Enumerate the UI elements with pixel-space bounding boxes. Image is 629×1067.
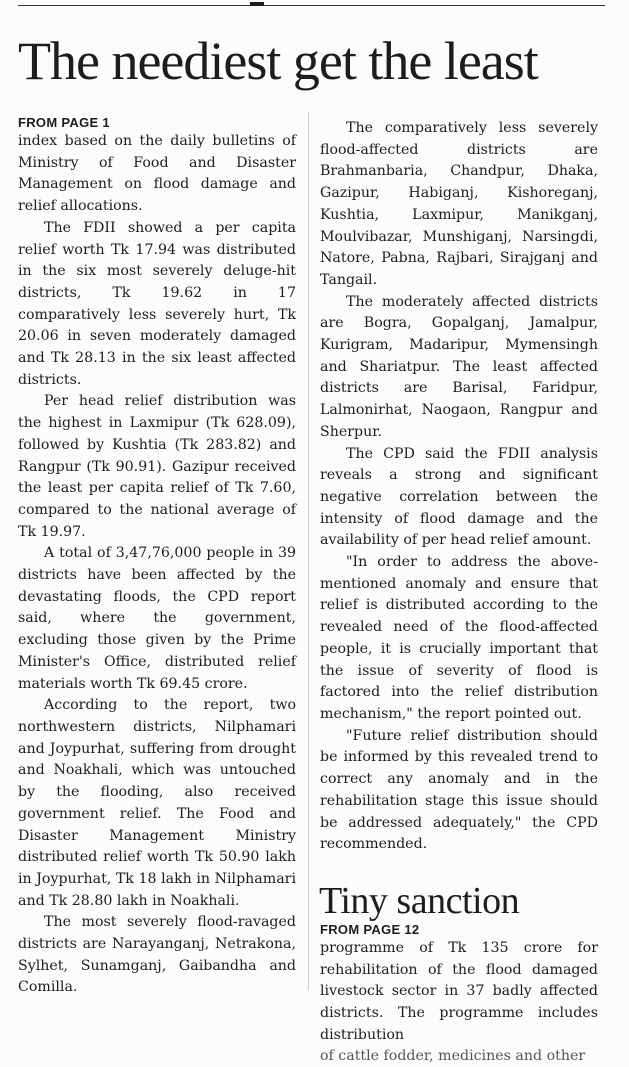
second-headline: Tiny sanction: [319, 879, 520, 922]
second-paragraph: programme of Tk 135 crore for rehabilitation of the flood damaged livestock sector in 37 badly affected districts. The programme includes distribution: [320, 939, 598, 1043]
kicker: FROM PAGE 1: [18, 115, 110, 130]
left-column: [18, 115, 296, 999]
paragraph: The moderately affected districts are Bogra, Gopalganj, Jamalpur, Kurigram, Madaripur, Mymensingh and Shariatpur. The least affected districts are Barisal, Faridpur, Lalmonirhat, Naogaon, Rangpur and Sherpur.: [320, 293, 598, 440]
column-separator: [308, 112, 309, 990]
cut-off-line: of cattle fodder, medicines and other: [320, 1048, 586, 1065]
paragraph: The FDII showed a per capita relief worth Tk 17.94 was distributed in the six most severely deluge-hit districts, Tk 19.62 in 17 comparatively less severely hurt, Tk 20.06 in seven moderately damaged and Tk 28.13 in the six least affected districts.: [18, 219, 296, 388]
paragraph: A total of 3,47,76,000 people in 39 districts have been affected by the devastating floods, the CPD report said, where the government, excluding those given by the Prime Minister's Office, distributed relief materials worth Tk 69.45 crore.: [18, 545, 296, 692]
paragraph: index based on the daily bulletins of Ministry of Food and Disaster Management on flood damage and relief allocations.: [18, 133, 296, 215]
paragraph: The comparatively less severely flood-affected districts are Brahmanbaria, Chandpur, Dhaka, Gazipur, Habiganj, Kishoreganj, Kushtia, Laxmipur, Manikganj, Moulvibazar, Munshiganj, Narsingdi, Natore, Pabna, Rajbari, Sirajganj and Tangail.: [320, 120, 598, 288]
paragraph: The CPD said the FDII analysis reveals a strong and significant negative correlation between the intensity of flood damage and the availability of per head relief amount.: [320, 445, 598, 549]
paragraph: Per head relief distribution was the highest in Laxmipur (Tk 628.09), followed by Kushtia (Tk 283.82) and Rangpur (Tk 90.91). Gazipur received the least per capita relief of Tk 7.60, compared to the national average of Tk 19.97.: [18, 393, 296, 540]
paragraph: "In order to address the above-mentioned anomaly and ensure that relief is distributed according to the revealed need of the flood-affected people, it is crucially important that the issue of severity of flood is factored into the relief distribution mechanism," the report pointed out.: [320, 554, 598, 722]
paragraph: The most severely flood-ravaged districts are Narayanganj, Netrakona, Sylhet, Sunamganj, Gaibandha and Comilla.: [18, 914, 296, 996]
second-kicker: FROM PAGE 12: [320, 921, 420, 937]
paragraph: According to the report, two northwestern districts, Nilphamari and Joypurhat, suffering from drought and Noakhali, which was untouched by the flooding, also received government relief. The Food and Disaster Management Ministry distributed relief worth Tk 50.90 lakh in Joypurhat, Tk 18 lakh in Nilphamari and Tk 28.80 lakh in Noakhali.: [18, 697, 296, 909]
headline: The neediest get the least: [18, 31, 538, 91]
right-column: [319, 118, 598, 1065]
top-rule: [18, 5, 605, 6]
paragraph: "Future relief distribution should be informed by this revealed trend to correct any anomaly and in the rehabilitation stage this issue should be addressed adequately," the CPD recommended.: [320, 727, 598, 853]
top-rule-mark: [250, 2, 264, 6]
